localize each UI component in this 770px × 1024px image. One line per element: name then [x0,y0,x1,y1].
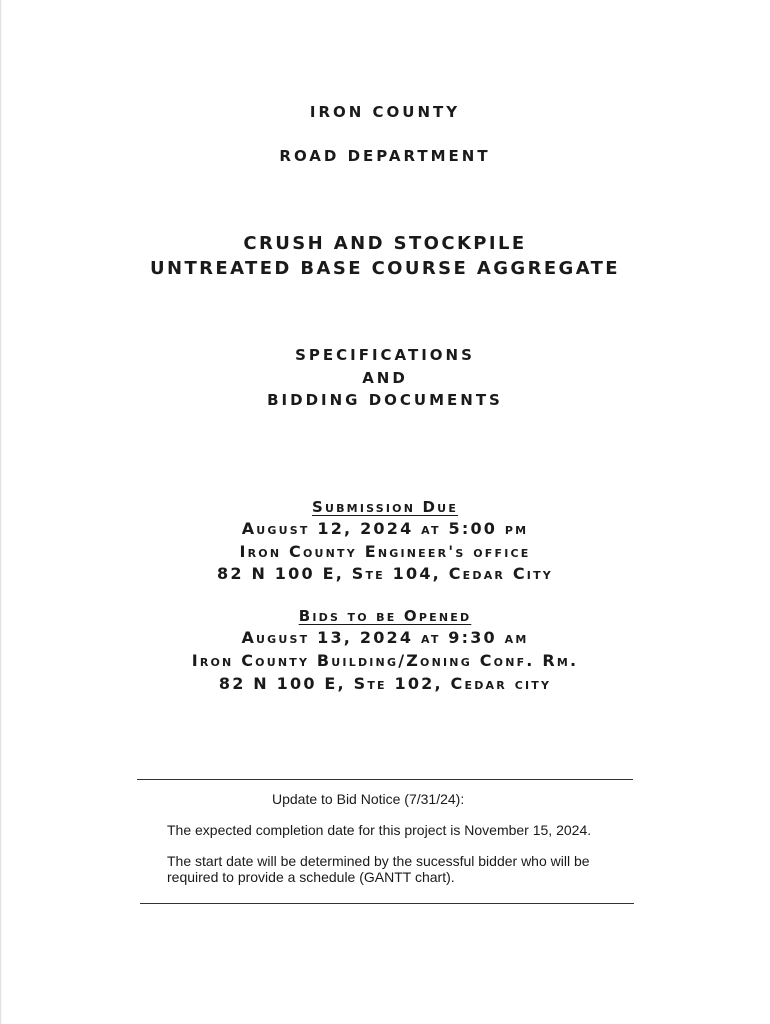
notice-start-line2: required to provide a schedule (GANTT chart). [167,869,455,885]
submission-heading-text: Submission Due [311,498,459,516]
opening-heading-text: Bids to be Opened [298,607,472,625]
opening-address: 82 N 100 E, Ste 102, Cedar city [218,674,552,693]
notice-top-rule [137,779,633,780]
notice-title: Update to Bid Notice (7/31/24): [272,791,465,807]
doc-type-line3: BIDDING DOCUMENTS [267,391,503,409]
project-title-line2: UNTREATED BASE COURSE AGGREGATE [149,258,621,279]
doc-type-line2: AND [362,369,408,387]
notice-bottom-rule [140,903,634,904]
county-name: IRON COUNTY [309,103,461,121]
project-title-line1: CRUSH AND STOCKPILE [243,233,527,254]
opening-date-time: August 13, 2024 at 9:30 am [241,628,529,647]
doc-type-line1: SPECIFICATIONS [295,346,475,364]
opening-heading [0,609,770,624]
submission-location: Iron County Engineer's office [239,542,531,561]
notice-completion: The expected completion date for this project is November 15, 2024. [167,822,592,838]
notice-start-line1: The start date will be determined by the sucessful bidder who will be [167,853,590,869]
submission-address: 82 N 100 E, Ste 104, Cedar City [217,564,553,583]
submission-heading [0,500,770,515]
opening-location: Iron County Building/Zoning Conf. Rm. [191,651,579,670]
submission-date-time: August 12, 2024 at 5:00 pm [241,519,529,538]
department-name: ROAD DEPARTMENT [279,147,491,165]
